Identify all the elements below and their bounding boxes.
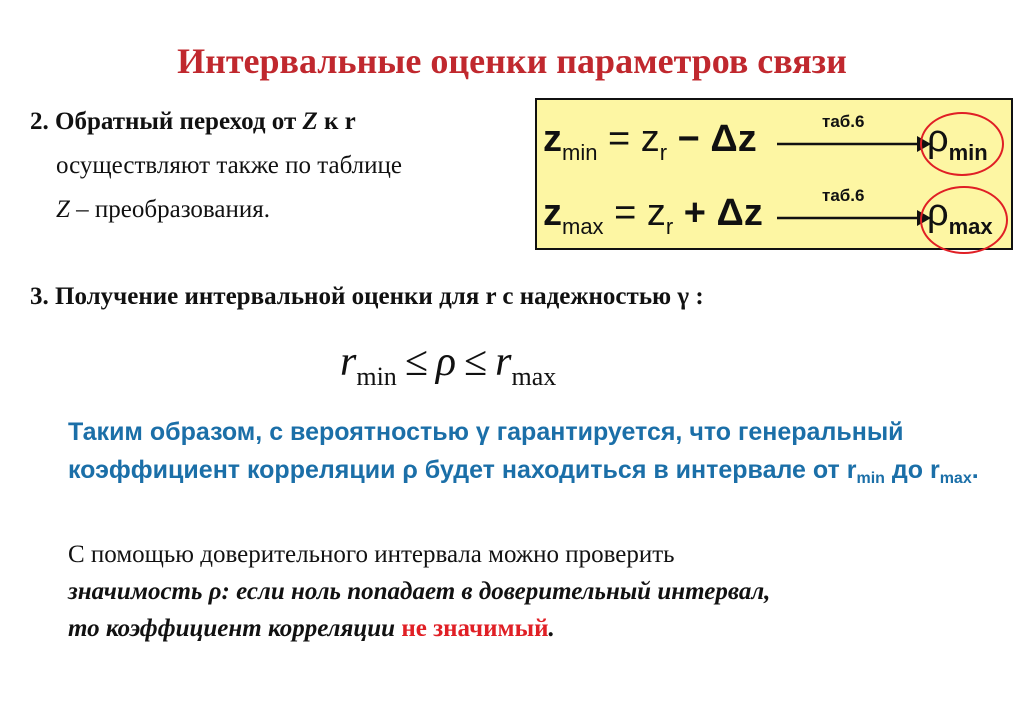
rho-min-circle (920, 112, 1004, 176)
formula-box (535, 98, 1013, 250)
item-2-line3: Z – преобразования. (56, 196, 271, 223)
item-2-text (30, 100, 402, 232)
significance-line1: С помощью доверительного интервала можно проверить (68, 541, 675, 568)
page-title: Интервальные оценки параметров связи (177, 41, 847, 81)
significance-line2: значимость ρ: если ноль попадает в доверительный интервал, (68, 578, 771, 605)
significance-line3: то коэффициент корреляции не значимый. (68, 615, 555, 642)
significance-text (68, 536, 1008, 647)
rho-max-circle (920, 186, 1008, 254)
item-3-heading: 3. Получение интервальной оценки для r с надежностью γ : (30, 283, 704, 310)
formula-zmax: $z_{max} = z_r + \Delta z$ (543, 192, 763, 239)
arrow-2-label: таб.6 (822, 186, 865, 205)
not-significant-label: не значимый (401, 615, 549, 642)
inequality-formula: $r_{min} \le \rho \le r_{max}$ (340, 339, 557, 391)
rho-min: $\rho_{min}$ (927, 118, 988, 165)
rho-max: $\rho_{max}$ (927, 192, 993, 239)
arrow-1-label: таб.6 (822, 112, 865, 131)
item-2-heading: 2. Обратный переход от Z к r (30, 108, 356, 135)
item-2-line2: осуществляют также по таблице (56, 152, 402, 179)
formula-zmin: $z_{min} = z_r - \Delta z$ (543, 118, 757, 165)
conclusion-text: Таким образом, с вероятностью γ гарантируется, что генеральный коэффициент корреляции ρ будет находиться в интервале от $r_{min}$ до $r_{max}$. (68, 418, 979, 487)
